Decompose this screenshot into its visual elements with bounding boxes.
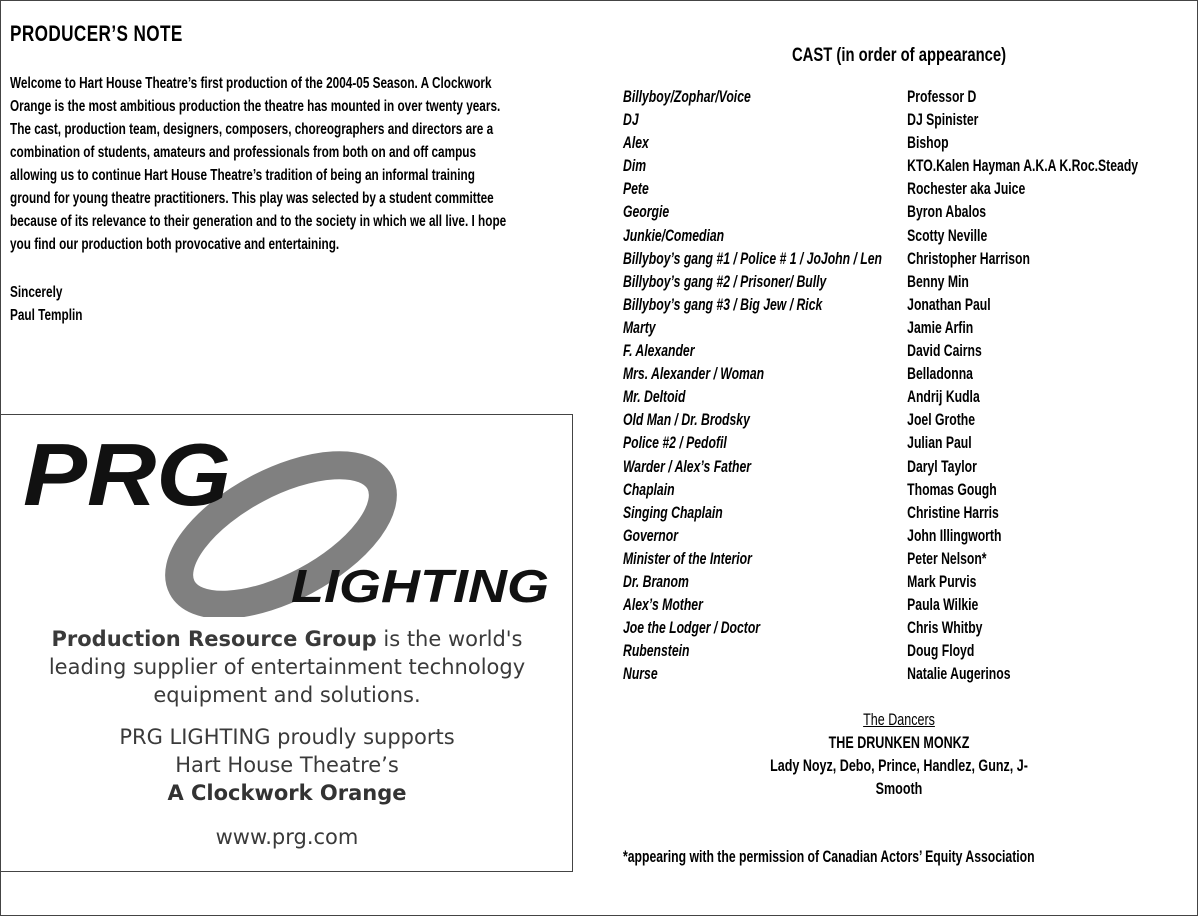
cast-role: Alex [623,134,649,153]
cast-role: Junkie/Comedian [623,226,725,245]
cast-actor: Scotty Neville [907,226,988,245]
cast-role: Mr. Deltoid [623,388,686,407]
blurb-line-2: leading supplier of entertainment technology [48,655,526,679]
cast-actor: Bishop [907,134,949,153]
cast-row [623,571,1082,594]
cast-row [623,432,1082,455]
cast-actor: Christopher Harrison [907,249,1030,268]
cast-actor: Professor D [907,88,977,106]
cast-role: Governor [623,526,678,545]
cast-role: Dim [623,157,647,176]
cast-actor: Rochester aka Juice [907,180,1026,199]
cast-actor: Chris Whitby [907,619,983,638]
ad-blurb [1,625,573,709]
cast-role: Mrs. Alexander / Woman [623,365,765,384]
cast-actor: Peter Nelson* [907,549,987,568]
cast-actor: John Illingworth [907,526,1002,545]
cast-role: Minister of the Interior [623,549,752,568]
cast-actor: Andrij Kudla [907,388,980,407]
cast-row [623,86,1082,109]
cast-row [623,525,1082,548]
cast-actor: Doug Floyd [907,642,975,661]
cast-actor: Jonathan Paul [907,295,991,314]
cast-role: Chaplain [623,480,675,499]
cast-role: Singing Chaplain [623,503,723,522]
cast-actor: KTO.Kalen Hayman A.K.A K.Roc.Steady [907,157,1139,176]
cast-actor: David Cairns [907,342,982,361]
dancers-group-name: THE DRUNKEN MONKZ [828,734,970,752]
blurb-line-1: is the world's [376,627,523,651]
cast-row [623,248,1082,271]
cast-role: Old Man / Dr. Brodsky [623,411,750,430]
cast-row [623,594,1082,617]
cast-role: Billyboy’s gang #3 / Big Jew / Rick [623,295,823,314]
cast-row [623,155,1139,178]
cast-role: Dr. Branom [623,572,689,591]
cast-row [623,225,1082,248]
cast-role: Police #2 / Pedofil [623,434,727,453]
dancers-names: Lady Noyz, Debo, Prince, Handlez, Gunz, J-Smooth [770,757,1028,798]
cast-actor: Byron Abalos [907,203,987,222]
cast-actor: Jamie Arfin [907,318,974,337]
blurb-line-3: equipment and solutions. [153,683,421,707]
prg-website-link[interactable]: www.prg.com [215,825,359,849]
cast-actor: Thomas Gough [907,480,997,499]
cast-role: Nurse [623,665,658,684]
cast-role: F. Alexander [623,342,695,361]
producers-note-body [10,72,557,256]
dancers-heading: The Dancers [863,711,935,729]
dancers-section [747,709,1051,801]
cast-row [623,109,1082,132]
cast-title: CAST (in order of appearance) [791,45,1007,66]
prg-lighting-ad [1,414,573,872]
cast-actor: Joel Grothe [907,411,976,430]
cast-row [623,409,1082,432]
cast-row [623,132,1082,155]
cast-actor: DJ Spinister [907,111,979,130]
cast-actor: Benny Min [907,272,969,291]
equity-footnote: *appearing with the permission of Canadian Actors’ Equity Association [623,848,1035,866]
cast-row [623,640,1082,663]
ad-support [1,723,573,807]
cast-role: Billyboy’s gang #2 / Prisoner/ Bully [623,272,827,291]
cast-actor: Belladonna [907,365,973,384]
cast-row [623,363,1082,386]
cast-row [623,456,1082,479]
cast-role: Alex’s Mother [623,596,703,615]
note-line: combination of students, amateurs and professionals from both on and off campus [10,144,477,161]
cast-row [623,294,1082,317]
logo-lighting-text: LIGHTING [291,560,549,612]
company-name: Production Resource Group [51,627,377,651]
note-line: The cast, production team, designers, composers, choreographers and directors are a [10,121,494,138]
cast-row [623,502,1082,525]
cast-row [623,340,1082,363]
producers-note-signoff [10,281,82,327]
cast-actor: Christine Harris [907,503,999,522]
note-line: ground for young theatre practitioners. This play was selected by a student committee [10,190,494,207]
cast-role: Georgie [623,203,670,222]
signature-text: Paul Templin [10,307,83,324]
cast-row [623,663,1082,686]
cast-role: Joe the Lodger / Doctor [623,619,761,638]
cast-row [623,271,1082,294]
support-line-2: Hart House Theatre’s [175,753,399,777]
cast-actor: Paula Wilkie [907,596,979,615]
note-line: allowing us to continue Hart House Theatre’s tradition of being an informal training [10,167,475,184]
cast-actor: Mark Purvis [907,572,977,591]
support-line-1: PRG LIGHTING proudly supports [119,725,455,749]
cast-actor: Daryl Taylor [907,457,977,476]
cast-row [623,548,1082,571]
cast-actor: Natalie Augerinos [907,665,1011,684]
cast-row [623,479,1082,502]
prg-lighting-logo [19,427,555,617]
cast-row [623,201,1082,224]
cast-role: DJ [623,111,639,130]
cast-role: Rubenstein [623,642,690,661]
cast-role: Pete [623,180,649,199]
cast-row [623,617,1082,640]
cast-list [623,86,1139,686]
cast-actor: Julian Paul [907,434,972,453]
logo-prg-text: PRG [23,427,231,524]
note-line: you find our production both provocative and entertaining. [10,236,340,253]
cast-row [623,178,1082,201]
closing-text: Sincerely [10,284,63,301]
note-line: Welcome to Hart House Theatre’s first production of the 2004-05 Season. A Clockwork [10,75,492,92]
cast-role: Warder / Alex’s Father [623,457,752,476]
cast-row [623,386,1082,409]
cast-role: Marty [623,318,656,337]
note-line: because of its relevance to their generation and to the society in which we all live. I hope [10,213,507,230]
cast-row [623,317,1082,340]
cast-role: Billyboy/Zophar/Voice [623,88,751,106]
support-show-title: A Clockwork Orange [167,781,407,805]
cast-role: Billyboy’s gang #1 / Police # 1 / JoJohn / Len [623,249,882,268]
note-line: Orange is the most ambitious production the theatre has mounted in over twenty years. [10,98,501,115]
producers-note-title: PRODUCER’S NOTE [10,21,183,46]
